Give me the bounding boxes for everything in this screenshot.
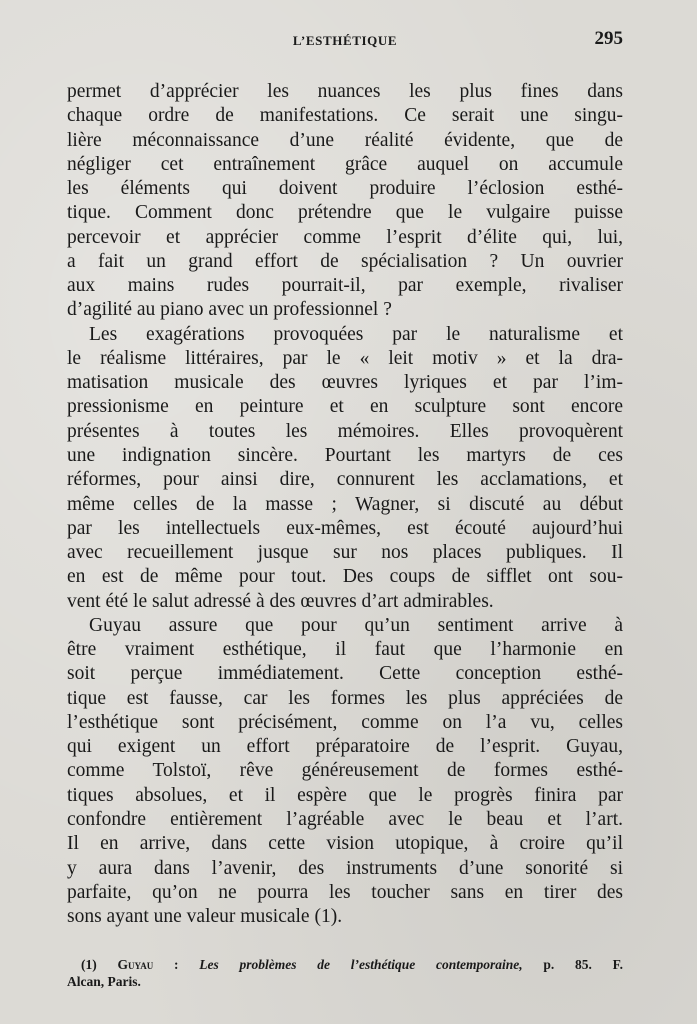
text-line: tique. Comment donc prétendre que le vulgaire puisse: [67, 202, 623, 224]
footnote-page-ref: p. 85. F.: [543, 957, 624, 972]
text-line: aux mains rudes pourrait-il, par exemple, rivaliser: [67, 275, 623, 297]
footnote-author: Guyau: [117, 957, 154, 972]
footnote: [67, 956, 623, 990]
text-line: le réalisme littéraires, par le « leit motiv » et la dra-: [67, 347, 623, 369]
running-title: L’ESTHÉTIQUE: [292, 33, 398, 48]
footnote-line: [67, 973, 623, 990]
text-line: confondre entièrement l’agréable avec le beau et l’art.: [67, 808, 623, 830]
text-line: même celles de la masse ; Wagner, si discuté au début: [67, 493, 623, 515]
footnote-publisher: Alcan, Paris.: [67, 974, 141, 989]
text-line: lière méconnaissance d’une réalité évidente, que de: [67, 129, 623, 151]
text-line: être vraiment esthétique, il faut que l’harmonie en: [67, 639, 623, 661]
text-line: pressionisme en peinture et en sculpture sont encore: [67, 396, 623, 418]
footnote-title: Les problèmes de l’esthétique contemporaine,: [199, 957, 523, 972]
text-line: parfaite, qu’on ne pourra les toucher sans en tirer des: [67, 881, 623, 903]
text-line: a fait un grand effort de spécialisation ? Un ouvrier: [67, 250, 623, 272]
text-line: percevoir et apprécier comme l’esprit d’élite qui, lui,: [67, 226, 623, 248]
text-line: en est de même pour tout. Des coups de sifflet ont sou-: [67, 566, 623, 588]
text-line: tiques absolues, et il espère que le progrès finira par: [67, 784, 623, 806]
text-line: y aura dans l’avenir, des instruments d’une sonorité si: [67, 857, 623, 879]
text-line: les éléments qui doivent produire l’éclosion esthé-: [67, 178, 623, 200]
text-line: tique est fausse, car les formes les plus appréciées de: [67, 687, 623, 709]
text-line: soit perçue immédiatement. Cette conception esthé-: [67, 663, 623, 685]
text-line: une indignation sincère. Pourtant les martyrs de ces: [67, 444, 623, 466]
body-text: [67, 80, 623, 929]
text-line: avec recueillement jusque sur nos places publiques. Il: [67, 542, 623, 564]
text-line: comme Tolstoï, rêve généreusement de formes esthé-: [67, 760, 623, 782]
footnote-separator: :: [173, 957, 179, 972]
text-line: matisation musicale des œuvres lyriques et par l’im-: [67, 372, 623, 394]
text-line: l’esthétique sont précisément, comme on l’a vu, celles: [67, 711, 623, 733]
footnote-line: [67, 956, 623, 973]
paragraph-start-line: Les exagérations provoquées par le naturalisme et: [89, 323, 623, 345]
text-line: Il en arrive, dans cette vision utopique, à croire qu’il: [67, 833, 623, 855]
text-line: par les intellectuels eux-mêmes, est écouté aujourd’hui: [67, 517, 623, 539]
text-line: présentes à toutes les mémoires. Elles provoquèrent: [67, 420, 623, 442]
page-number: 295: [594, 28, 623, 49]
paragraph-end-line: sons ayant une valeur musicale (1).: [67, 906, 343, 928]
text-line: qui exigent un effort préparatoire de l’esprit. Guyau,: [67, 736, 623, 758]
running-head: [67, 28, 623, 54]
paragraph-end-line: d’agilité au piano avec un professionnel ?: [67, 299, 392, 321]
text-line: réformes, pour ainsi dire, connurent les acclamations, et: [67, 469, 623, 491]
text-line: chaque ordre de manifestations. Ce serait une singu-: [67, 105, 623, 127]
footnote-marker: (1): [81, 957, 97, 972]
paragraph-start-line: Guyau assure que pour qu’un sentiment arrive à: [89, 614, 623, 636]
paragraph-end-line: vent été le salut adressé à des œuvres d’art admirables.: [67, 590, 494, 612]
text-line: permet d’apprécier les nuances les plus fines dans: [67, 81, 623, 102]
text-line: négliger cet entraînement grâce auquel on accumule: [67, 153, 623, 175]
